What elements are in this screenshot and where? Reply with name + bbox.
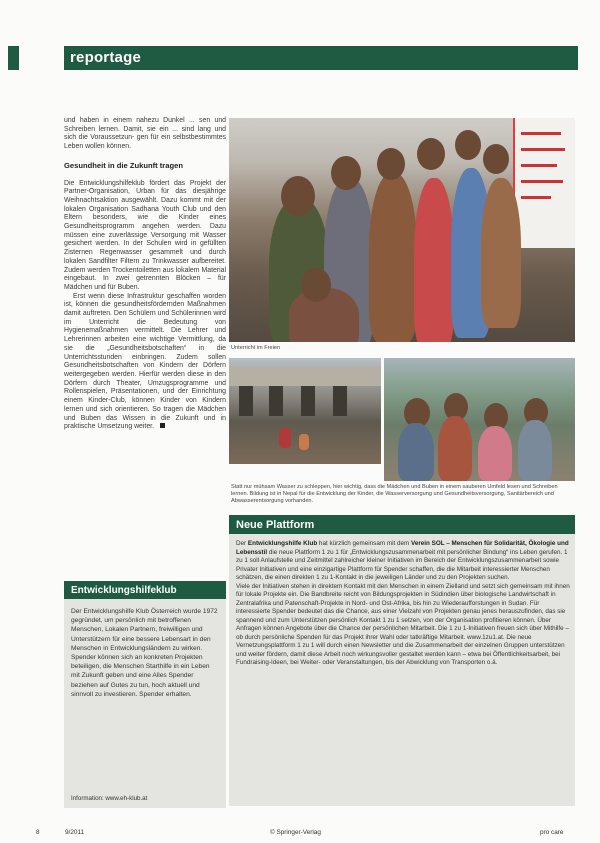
sidebar-heading-bar bbox=[64, 581, 226, 599]
section-header bbox=[64, 46, 578, 70]
end-of-article-mark bbox=[160, 423, 165, 428]
article-paragraph-2-text: Erst wenn diese Infrastruktur geschaffen worden ist, können die gesundheitsfördernden Maßnahmen damit auftreten. Den Schülern und Schülerinnen wird im Unterricht die Bedeutung von Hygienemaßnahmen vermittelt. Die Lehrer und Lehrerinnen arbeiten eine wichtige Vermittlung, da sie die „Gesundheitsbotschaften“ in die Unterrichtsstunden einbringen. Zudem sollen Gesundheitsbotschaften von Kindern der Dörfern weitergegeben werden. Hierfür werden diese in den Dörfern durch Theater, Umzugsprogramme und Rollenspielen, Präsentationen, und der Einrichtung einem Kinder-Club, können Kinder von Kindern lernen und sich orientieren. So tragen die Mädchen und Buben das Wissen in die Zukunft und in praktische Umsetzung weiter. bbox=[64, 292, 226, 431]
children-group-photo bbox=[229, 118, 575, 342]
journal-name: pro care bbox=[540, 829, 564, 836]
photos-caption: Statt nur mühsam Wasser zu schleppen, hier wichtig, dass die Mädchen und Buben in einem sauberen Umfeld lesen und Schreiben lernen. Bildung ist in Nepal für die Entwicklung der Kinder, die Wasserversorgung und Gesundheitsversorgung, Sanitärbereich und Abwasserentsorgung vorhanden. bbox=[231, 484, 558, 504]
school-building-photo bbox=[229, 358, 381, 464]
new-platform-paragraph-2: Viele der Initiativen stehen in direktem Kontakt mit den Menschen in einem Zielland und setzt sich gemeinsam mit ihnen für lokale Projekte ein. Die Bandbreite reicht von Bildungsprojekten in Südindien über biologische Landwirtschaft in Zentralafrika und Patenschaft-Projekte in Nord- und Ost-Afrika, bis hin zu Wiederaufforstungen in Sudan. Für interessierte Spender bedeutet das die Chance, aus einer Vielzahl von Projekten genau jenes herauszufinden, das sie spannend und zum Unterstützen persönlich Kontakt 1 zu 1 setzen, von der Organisation profitieren können. Über Anfragen können Angebote über die Chance der persönlichen Mitarbeit. Die 1 zu 1-Initiativen freuen sich über Mithilfe – ob durch persönliche Spenden für das Projekt ihrer Wahl oder tatkräftige Mitarbeit. www.1zu1.at. Die neue Vernetzungsplattform 1 zu 1 will durch einen Newsletter und die Zusammenarbeit der einzelnen Gruppen unterstützen und weiter fördern, damit diese Arbeit noch wirkungsvoller gestaltet werden kann – etwa bei Öffentlichkeitsarbeit, bei Fundraising-Ideen, bei Weiter- oder Veranstaltungen, bis der Abwicklung von Transporten o.ä. bbox=[236, 582, 570, 666]
children-smiling-photo bbox=[384, 358, 575, 481]
new-platform-paragraph-1: Der Entwicklungshilfe Klub hat kürzlich gemeinsam mit dem Verein SOL – Menschen für Solidarität, Ökologie und Lebensstil die neue Plattform 1 zu 1 für „Entwicklungszusammenarbeit mit persönlicher Bindung“ ins Leben gerufen. 1 zu 1 soll Anlaufstelle und Zeitmittel zahlreicher kleiner Initiativen im Bereich der Entwicklungszusammenarbeit sowie Privater Initiativen und eine einzigartige Plattform für Spender schaffen, die die Mitarbeit interessierter Menschen schätzen, die einen direkten 1 zu 1-Kontakt in die jeweiligen Länder und zu den Projekten suchen. bbox=[236, 540, 569, 581]
article-paragraph-1: Die Entwicklungshilfeklub fördert das Projekt der Partner-Organisation, Urban für das diesjährige Weihnachtsaktion ausgewählt. Dazu kommt mit der lokalen Organisation Sadhana Youth Club und den Eltern besonders, wie die Kinder eines Gesundheitsprogramm angehen werden. Dazu müssen eine zuverlässige Versorgung mit Wasser gesichert werden. In der Schulen wird in gefüllten Zisternen Regenwasser gesammelt und durch lokalen Sandfilter Filtern zu Trinkwasser aufbereitet. Zudem werden Trockentoiletten aus lokalem Material eingebaut. In zwei getrennten Blöcken – für Mädchen und für Buben. bbox=[64, 179, 226, 291]
sidebar-title: Entwicklungshilfeklub bbox=[71, 585, 177, 596]
article-column bbox=[64, 117, 226, 432]
article-subhead: Gesundheit in die Zukunft tragen bbox=[64, 160, 183, 170]
banner-in-photo bbox=[513, 118, 575, 248]
article-paragraph-2 bbox=[64, 293, 226, 432]
sidebar-text: Der Entwicklungshilfe Klub Österreich wurde 1972 gegründet, um persönlich mit betroffenen Menschen, Lokalen Partnern, freiwilligen und Unterstützern für eine bessere Lebensart in den Menschen in Entwicklungsländern zu wirken. Spender können sich an konkreten Projekten beteiligen, die Menschen Starthilfe in ein Leben mit Zukunft geben und eine Alles Spender beziehen auf Gutes zu tun, hoch aktuell und sinnvoll zu investieren. Spender erhalten. bbox=[71, 608, 218, 698]
sidebar-box bbox=[64, 599, 226, 808]
section-title: reportage bbox=[70, 49, 141, 66]
new-platform-title: Neue Plattform bbox=[236, 519, 315, 531]
sidebar-info-link: Information: www.eh-klub.at bbox=[71, 795, 148, 802]
main-photo-caption: Unterricht im Freien bbox=[231, 345, 281, 351]
new-platform-text bbox=[236, 540, 572, 668]
publisher: © Springer-Verlag bbox=[270, 829, 321, 836]
page-number: 8 bbox=[36, 829, 40, 836]
article-intro: und haben in einem nahezu Dunkel ... sen und Schreiben lernen. Damit, sie ein ... sind lang und sich die Voraussetzun- gen für ein selbstbestimmtes Leben wollen können. bbox=[64, 117, 226, 151]
issue-number: 9/2011 bbox=[65, 829, 85, 836]
new-platform-heading-bar bbox=[229, 515, 575, 534]
header-marker bbox=[8, 46, 19, 70]
